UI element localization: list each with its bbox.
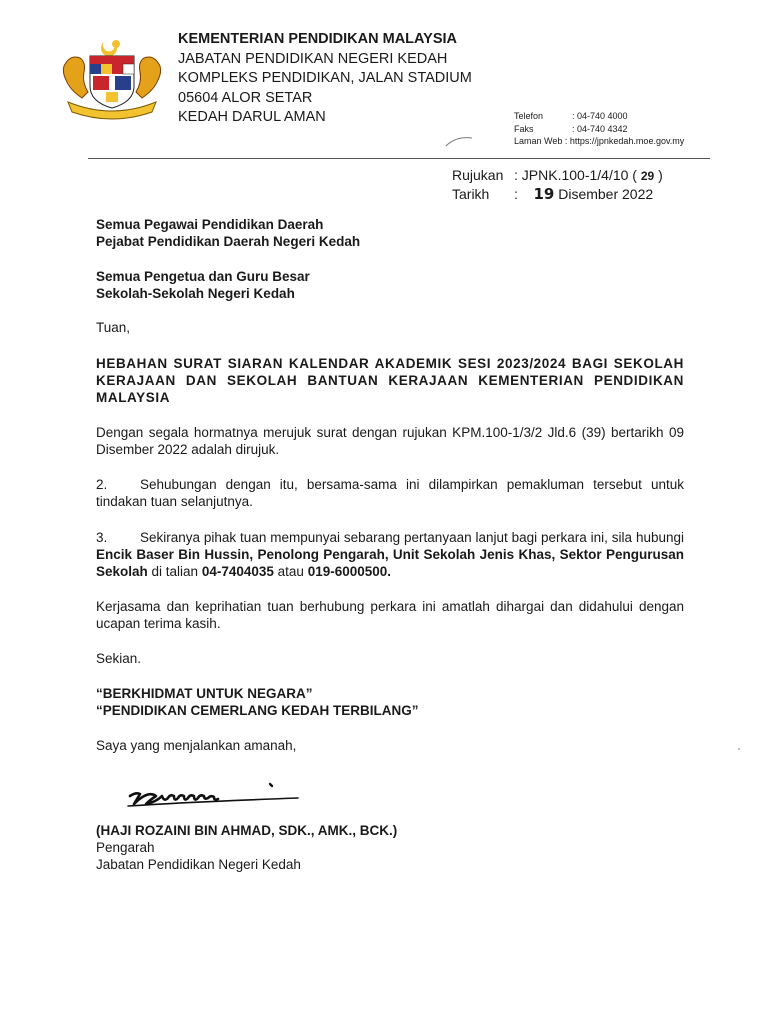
department-name: JABATAN PENDIDIKAN NEGERI KEDAH: [178, 50, 448, 67]
signature-icon: [124, 780, 304, 816]
address-line-3: KEDAH DARUL AMAN: [178, 109, 326, 125]
reference-block: [452, 166, 663, 203]
paragraph-2: 2. Sehubungan dengan itu, bersama-sama ini dilampirkan pemakluman tersebut untuk tindakan tuan selanjutnya.: [96, 477, 684, 509]
contact-faks: Faks : 04-740 4342: [514, 123, 628, 134]
closing-sekian: Sekian.: [96, 651, 142, 666]
letterhead-divider: [88, 158, 710, 159]
contact-person: Encik Baser Bin Hussin, Penolong Pengarah, Unit Sekolah Jenis Khas, Sektor Pengurusan Sekolah: [96, 547, 684, 579]
closing-mottos: [96, 685, 684, 715]
recipient-group-1: Semua Pegawai Pendidikan Daerah Pejabat Pendidikan Daerah Negeri Kedah: [96, 217, 361, 249]
paragraph-1: Dengan segala hormatnya merujuk surat dengan rujukan KPM.100-1/3/2 Jld.6 (39) bertarikh 09 Disember 2022 adalah dirujuk.: [96, 425, 684, 457]
contact-telefon: Telefon : 04-740 4000: [514, 111, 628, 121]
rujukan-number: 29: [640, 169, 655, 183]
phone-office: 04-7404035: [201, 564, 274, 579]
signatory-title: Pengarah: [96, 840, 155, 855]
signatory-name: (HAJI ROZAINI BIN AHMAD, SDK., AMK., BCK.): [96, 823, 398, 838]
coat-of-arms-icon: [58, 36, 166, 120]
motto-1: “BERKHIDMAT UNTUK NEGARA”: [96, 686, 313, 701]
contact-details: [514, 110, 684, 148]
contact-web: Laman Web : https://jpnkedah.moe.gov.my: [514, 136, 685, 146]
tarikh-row: Tarikh : 19 Disember 2022: [452, 185, 654, 203]
paragraph-4: Kerjasama dan keprihatian tuan berhubung perkara ini amatlah dihargai dan didahului dengan ucapan terima kasih.: [96, 599, 684, 631]
recipient-group-2: Semua Pengetua dan Guru Besar Sekolah-Sekolah Negeri Kedah: [96, 269, 310, 301]
motto-2: “PENDIDIKAN CEMERLANG KEDAH TERBILANG”: [96, 703, 419, 715]
phone-mobile: 019-6000500.: [307, 564, 392, 579]
pen-stroke-mark-icon: [444, 134, 474, 148]
address-line-1: KOMPLEKS PENDIDIKAN, JALAN STADIUM: [178, 70, 472, 86]
paragraph-3: 3. Sekiranya pihak tuan mempunyai sebarang pertanyaan lanjut bagi perkara ini, sila hubungi Encik Baser Bin Hussin, Penolong Pengarah, Unit Sekolah Jenis Khas, Sektor Pengurusan Sekolah di talian 04-7404035 atau 019-6000500.: [96, 530, 684, 579]
closing-amanah: Saya yang menjalankan amanah,: [96, 738, 297, 753]
ministry-name: KEMENTERIAN PENDIDIKAN MALAYSIA: [178, 31, 458, 47]
letter-subject: HEBAHAN SURAT SIARAN KALENDAR AKADEMIK SESI 2023/2024 BAGI SEKOLAH KERAJAAN DAN SEKOLAH BANTUAN KERAJAAN KEMENTERIAN PENDIDIKAN MALAYSIA: [96, 356, 684, 405]
scan-speck: [738, 748, 740, 750]
signatory-block: [96, 822, 684, 873]
handwritten-day: 19: [533, 185, 555, 203]
salutation: Tuan,: [96, 320, 131, 335]
signatory-department: Jabatan Pendidikan Negeri Kedah: [96, 857, 301, 872]
address-line-2: 05604 ALOR SETAR: [178, 89, 313, 106]
rujukan-row: Rujukan : JPNK.100-1/4/10 ( 29 ): [452, 167, 663, 183]
letterhead-address: [178, 30, 472, 128]
